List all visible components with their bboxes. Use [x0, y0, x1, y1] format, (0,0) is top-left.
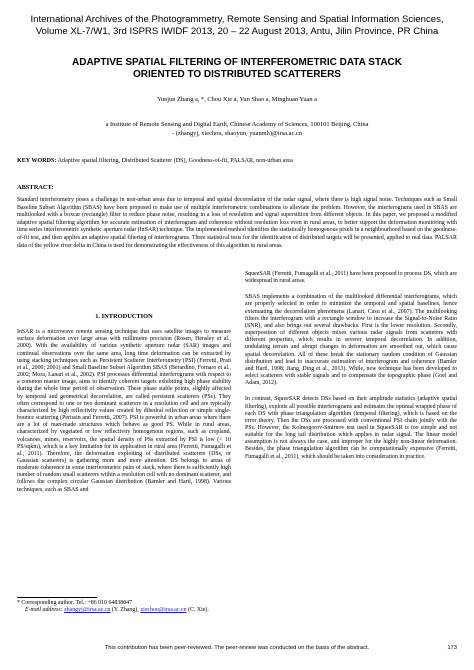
- footnote: [17, 600, 231, 615]
- email-link-xie[interactable]: xiechou@irsa.ac.cn: [140, 607, 187, 614]
- intro-paragraph-3: SBAS implements a combination of the multilooked differential interferograms, which are properly selected in order to minimize the temporal and spatial baselines, hence extenuating the decorrelation phenomena (Lanari, Casu et al., 2007). The multilooking filters the interferogram with a rectangle window to increase the Signal-to-Noise Ratio (SNR), and also brings out several drawbacks. First is the lower resolution. Secondly, superposition of different objects mixes various radar signals from scatterers with different properties, which results in severer temporal decorrelation. In addition, undulating terrain and abrupt changes in deformation are smoothed out, which cause spatial decorrelation. All of these break the stationary random condition of Gaussian distribution and lead to inaccurate estimation of interferogram and coherence (Bamler and Hartl, 1998; Jiang, Ding et al., 2013). While, new technique has been developed to select scatterers with stable signals and to compensate the topographic phase (Goel and Adam, 2012).: [245, 294, 457, 387]
- left-column: [17, 313, 231, 501]
- affiliation-emails: - (zhangyj, xiechou, shaoyun, yuanmh)@irsa.ac.cn: [172, 129, 302, 137]
- paper-title-line-1: ADAPTIVE SPATIAL FILTERING OF INTERFEROMETRIC DATA STACK: [72, 57, 402, 68]
- paper-title: [20, 57, 454, 81]
- right-column: [245, 271, 457, 470]
- email-owner-xie: (C. Xie).: [188, 607, 209, 614]
- author-list: Yunjun Zhang a, *, Chou Xie a, Yun Shao a, Minghuan Yuan a: [157, 96, 317, 103]
- journal-header: [0, 14, 474, 38]
- section-heading-introduction: 1. INTRODUCTION: [95, 313, 153, 320]
- keywords-text: Adaptive spatial filtering, Distributed Scatterer (DS), Goodness-of-fit, PALSAR, non-urban area: [57, 158, 293, 164]
- page-number: 173: [447, 645, 457, 651]
- journal-header-line-2: Volume XL-7/W1, 3rd ISPRS IWIDF 2013, 20 – 22 August 2013, Antu, Jilin Province, PR China: [35, 26, 439, 37]
- email-link-zhang[interactable]: zhangyj@irsa.ac.cn: [64, 607, 111, 614]
- footnote-corresponding-author: * Corresponding author. Tel.: +86 010 64838047: [17, 600, 133, 606]
- keywords: [17, 157, 457, 165]
- abstract-text: Standard interferometry poses a challenge in non-urban areas due to temporal and spatial decorrelation of the radar signal, where there is high signal noise. Techniques such as Small Baseline Subset Algorithm (SBAS) have been proposed to make use of multiple interferometric combinations to alleviate the problem. However, the interferograms used in SBAS are multilooked with a boxcar (rectangle) filter to reduce phase noise, resulting in a loss of resolution and signal superstition from different objects. In this paper, we proposed a modified adaptive spatial filtering algorithm for accurate estimation of interferogram and coherence without resolution loss even in rural areas, to better support the deformation monitoring with time series interferometric synthetic aperture radar (InSAR) technique. The implemented method identifies the statistically homogenous pixels in a neighbourhood based on the goodness-of-fit test, and then applies an adaptive spatial filtering of interferograms. Three statistical tests for the identification of distributed targets will be presented, applied to real data. PALSAR data of the yellow river delta in China is used for demonstrating the effectiveness of this algorithm in rural areas.: [17, 197, 457, 249]
- journal-header-line-1: International Archives of the Photogrammetry, Remote Sensing and Spatial Information Sciences,: [30, 14, 444, 25]
- keywords-label: KEY WORDS:: [17, 158, 57, 164]
- intro-paragraph-4: In contrast, SqueeSAR detects DSs based on their amplitude statistics (adaptive spatial filtering), exploits all possible interferograms and estimates the optimal wrapped phase of each DS with phase triangulation algorithm (temporal filtering), which is based on the error theory. Then the DSs are processed with conventional PSI chain jointly with the PSs. However, the Kolmogorov-Smirnov test used in SqueeSAR is too simple and not suitable for the long tail distribution which applies in radar signal. The linear model assumption is not always the case, and improper for the highly non-linear deformation. Besides, the phase triangulation algorithm can be computationally expensive (Ferretti, Fumagalli et al., 2011), which should be taken into consideration in practice.: [245, 396, 457, 460]
- footnote-email-label: E-mail address:: [25, 607, 63, 614]
- abstract-heading: ABSTRACT:: [17, 184, 54, 191]
- intro-paragraph-1: InSAR is a microwave remote sensing technique that uses satellite images to measure surface deformation over large areas with millimetre precision (Rosen, Hensley et al., 2000). With the availability of various synthetic aperture radar (SAR) images and continual observations over the same area, long time deformation can be extracted by using stacking techniques such as Persistent Scatterer Interferometry (PSI) (Ferretti, Prati et al., 2000; 2001) and Small Baseline Subset Algorithm SBAS (Berardino, Fornaro et al., 2002; Mora, Lanari et al., 2002). PSI processes differential interferograms with respect to a common master image, aims to identify coherent targets exhibiting high phase stability during the whole time period of observation. These phase stable points, slightly affected by temporal and geometrical decorrelation, are called persistent scatterers (PSs). They often correspond to one or two dominant scatterers in a resolution cell and are typically characterized by high reflectivity values created by dihedral reflection or simple single-bounce scattering (Perissin and Ferretti, 2007). PSI is powerful in urban areas where there are a lot of man-made structures which behave as good PS. While in rural areas, characterized by vegetated or low reflectivity homogenous regions, such as cropland, volcanoes, mines, reservoirs, the spatial density of PSs extracted by PSI is low (< 10 PS/sqkm), which is a key limitation for its application in rural area (Ferretti, Fumagalli et al., 2011). Therefore, the deformation exploiting of distributed scatterers (DSs, or Gaussian scatterers) is gathering more and more attention. DS belongs to areas of moderate coherence in some interferometric pairs of stack, where there is sufficiently high number of random small scatterers within a resolution cell with no dominant scatterer, and follows the complex circular Gaussian distribution (Bamler and Hartl, 1998). Various techniques, such as SBAS and: [17, 329, 231, 493]
- affiliation-institute: a Institute of Remote Sensing and Digital Earth, Chinese Academy of Sciences, 100101 Beijing, China: [105, 121, 369, 128]
- email-owner-zhang: (Y. Zhang),: [111, 607, 139, 614]
- intro-paragraph-2: SqueeSAR (Ferretti, Fumagalli et al., 2011) have been proposed to process DS, which are widespread in rural areas.: [245, 271, 457, 285]
- footnote-emails: [17, 607, 231, 614]
- affiliation: [30, 121, 444, 138]
- peer-review-note: This contribution has been peer-reviewed. The peer-review was conducted on the basis of the abstract.: [104, 645, 370, 651]
- footnote-divider: [17, 597, 97, 598]
- paper-title-line-2: ORIENTED TO DISTRIBUTED SCATTERERS: [133, 69, 341, 80]
